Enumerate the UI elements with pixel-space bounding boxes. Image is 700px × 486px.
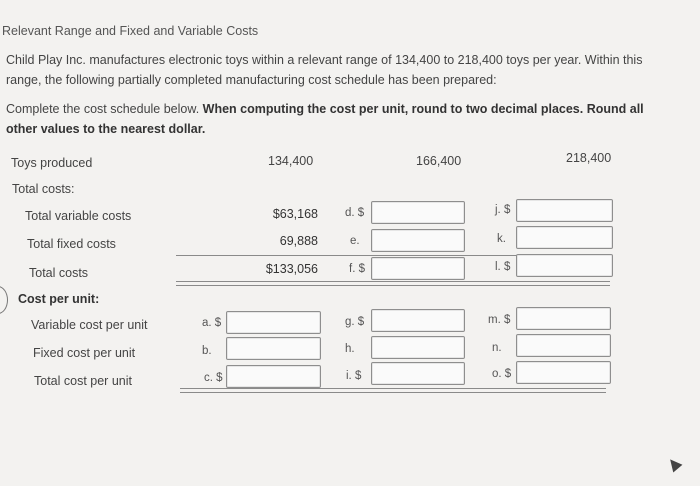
total-double-rule [176, 281, 610, 286]
tag-k: k. [497, 233, 506, 245]
column-header-166400: 166,400 [416, 154, 462, 168]
tag-n: n. [492, 342, 502, 354]
tag-o: o. $ [492, 368, 512, 380]
tag-c: c. $ [204, 372, 223, 384]
input-d[interactable] [371, 201, 465, 224]
input-m[interactable] [516, 307, 611, 330]
value-variable-134400: $63,168 [272, 207, 318, 221]
column-header-218400: 218,400 [566, 151, 612, 165]
row-label-total-variable-costs: Total variable costs [25, 209, 132, 223]
tag-b: b. [202, 345, 212, 357]
input-l[interactable] [516, 254, 613, 277]
value-fixed-134400: 69,888 [279, 234, 318, 248]
input-o[interactable] [516, 361, 611, 384]
instructions-bold-2: other values to the nearest dollar. [6, 122, 206, 136]
column-header-134400: 134,400 [268, 154, 314, 168]
input-n[interactable] [516, 334, 611, 357]
tag-h: h. [345, 343, 355, 355]
intro-line-1: Child Play Inc. manufactures electronic toys within a relevant range of 134,400 to 218,400 toys per year. Within this [6, 53, 643, 67]
row-label-variable-cost-per-unit: Variable cost per unit [31, 318, 148, 332]
page-title: Relevant Range and Fixed and Variable Costs [2, 24, 259, 38]
row-label-fixed-cost-per-unit: Fixed cost per unit [33, 346, 136, 360]
intro-paragraph [6, 50, 642, 90]
input-b[interactable] [226, 337, 321, 360]
value-total-134400: $133,056 [265, 262, 318, 276]
tag-d: d. $ [345, 207, 365, 219]
tag-g: g. $ [345, 316, 365, 328]
input-h[interactable] [371, 336, 465, 359]
row-label-total-cost-per-unit: Total cost per unit [34, 374, 132, 388]
tag-i: i. $ [346, 370, 362, 382]
tag-f: f. $ [349, 263, 365, 275]
input-i[interactable] [371, 362, 465, 385]
tag-e: e. [350, 235, 360, 247]
intro-line-2: range, the following partially completed manufacturing cost schedule has been prepared: [6, 73, 497, 87]
instructions-text: Complete the cost schedule below. [6, 102, 203, 116]
row-label-toys-produced: Toys produced [11, 156, 93, 170]
row-label-total-fixed-costs: Total fixed costs [27, 237, 116, 251]
mouse-cursor-icon [666, 456, 683, 473]
per-unit-double-rule [180, 388, 606, 393]
input-c[interactable] [226, 365, 321, 388]
tag-j: j. $ [495, 204, 511, 216]
tag-l: l. $ [495, 261, 511, 273]
selection-circle [0, 286, 8, 314]
tag-m: m. $ [488, 314, 511, 326]
row-label-total-costs-sum: Total costs [29, 266, 89, 280]
row-label-total-costs: Total costs: [12, 182, 75, 196]
instructions-bold-1: When computing the cost per unit, round to two decimal places. Round all [202, 102, 644, 116]
instructions [6, 99, 644, 139]
input-f[interactable] [371, 257, 465, 280]
section-label-cost-per-unit: Cost per unit: [18, 292, 100, 306]
input-g[interactable] [371, 309, 465, 332]
input-k[interactable] [516, 226, 613, 249]
input-e[interactable] [371, 229, 465, 252]
input-j[interactable] [516, 199, 613, 222]
input-a[interactable] [226, 311, 321, 334]
tag-a: a. $ [202, 317, 222, 329]
